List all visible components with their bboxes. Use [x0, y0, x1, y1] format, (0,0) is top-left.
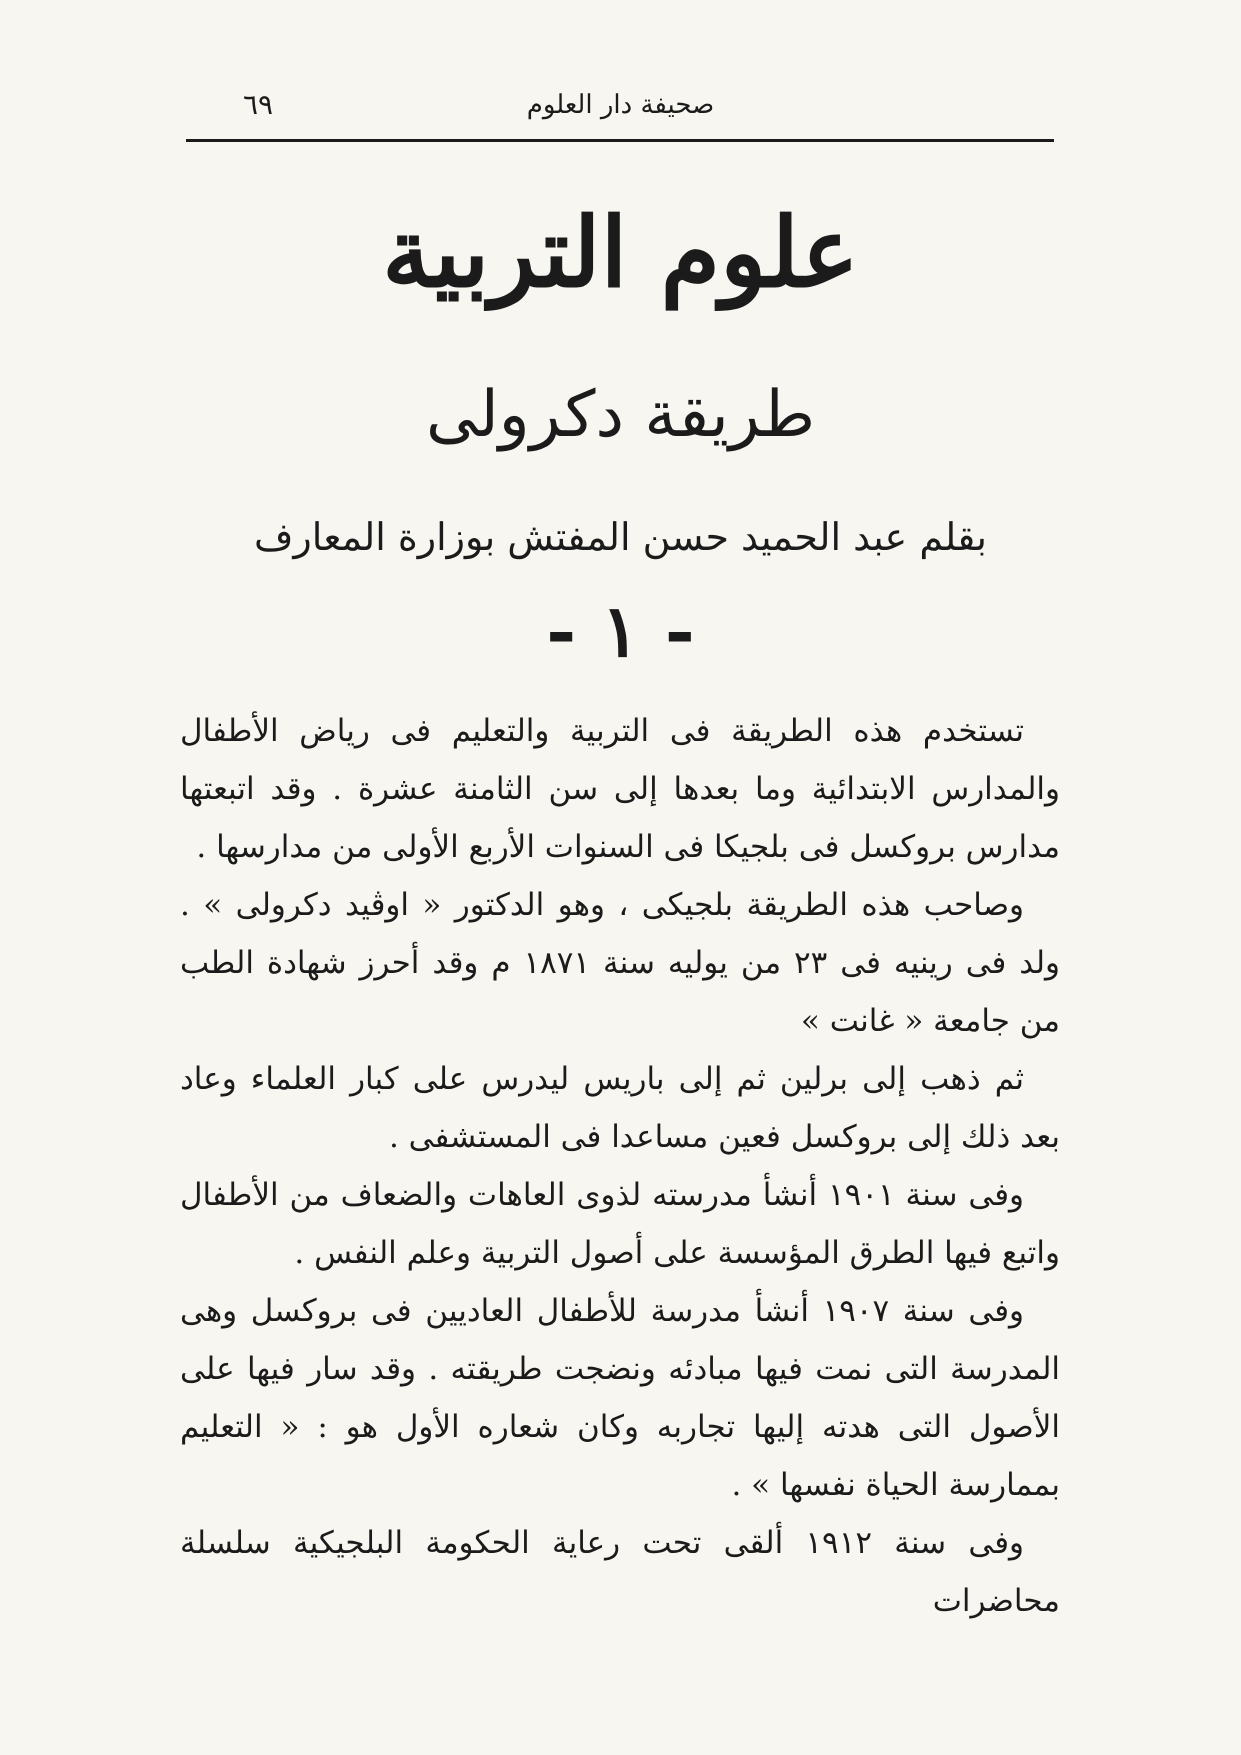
paragraph: وفى سنة ١٩٠١ أنشأ مدرسته لذوى العاهات والضعاف من الأطفال واتبع فيها الطرق المؤسسة على أصول التربية وعلم النفس . [180, 1177, 1060, 1271]
part-number: - ١ - [546, 588, 695, 673]
article-title: طريقة دكرولى [425, 378, 816, 452]
header-divider [186, 139, 1054, 142]
article-body [180, 702, 1060, 1630]
article-byline: بقلم عبد الحميد حسن المفتش بوزارة المعارف [254, 515, 987, 559]
section-title: علوم التربية [382, 196, 859, 309]
journal-title: صحيفة دار العلوم [526, 90, 715, 120]
paragraph: وفى سنة ١٩٠٧ أنشأ مدرسة للأطفال العاديين فى بروكسل وهى المدرسة التى نمت فيها مبادئه ونضجت طريقته . وقد سار فيها على الأصول التى هدته إليها تجاربه وكان شعاره الأول هو : « التعليم بممارسة الحياة نفسها » . [180, 1293, 1060, 1503]
paragraph: وصاحب هذه الطريقة بلجيكى ، وهو الدكتور « اوڤيد دكرولى » . ولد فى رينيه فى ٢٣ من يوليه سنة ١٨٧١ م وقد أحرز شهادة الطب من جامعة « غانت » [180, 887, 1060, 1039]
paragraph: تستخدم هذه الطريقة فى التربية والتعليم فى رياض الأطفال والمدارس الابتدائية وما بعدها إلى سن الثامنة عشرة . وقد اتبعتها مدارس بروكسل فى بلجيكا فى السنوات الأربع الأولى من مدارسها . [180, 713, 1060, 865]
page-number: ٦٩ [242, 88, 274, 121]
paragraph: وفى سنة ١٩١٢ ألقى تحت رعاية الحكومة البلجيكية سلسلة محاضرات [180, 1525, 1060, 1619]
paragraph: ثم ذهب إلى برلين ثم إلى باريس ليدرس على كبار العلماء وعاد بعد ذلك إلى بروكسل فعين مساعدا فى المستشفى . [180, 1061, 1060, 1155]
